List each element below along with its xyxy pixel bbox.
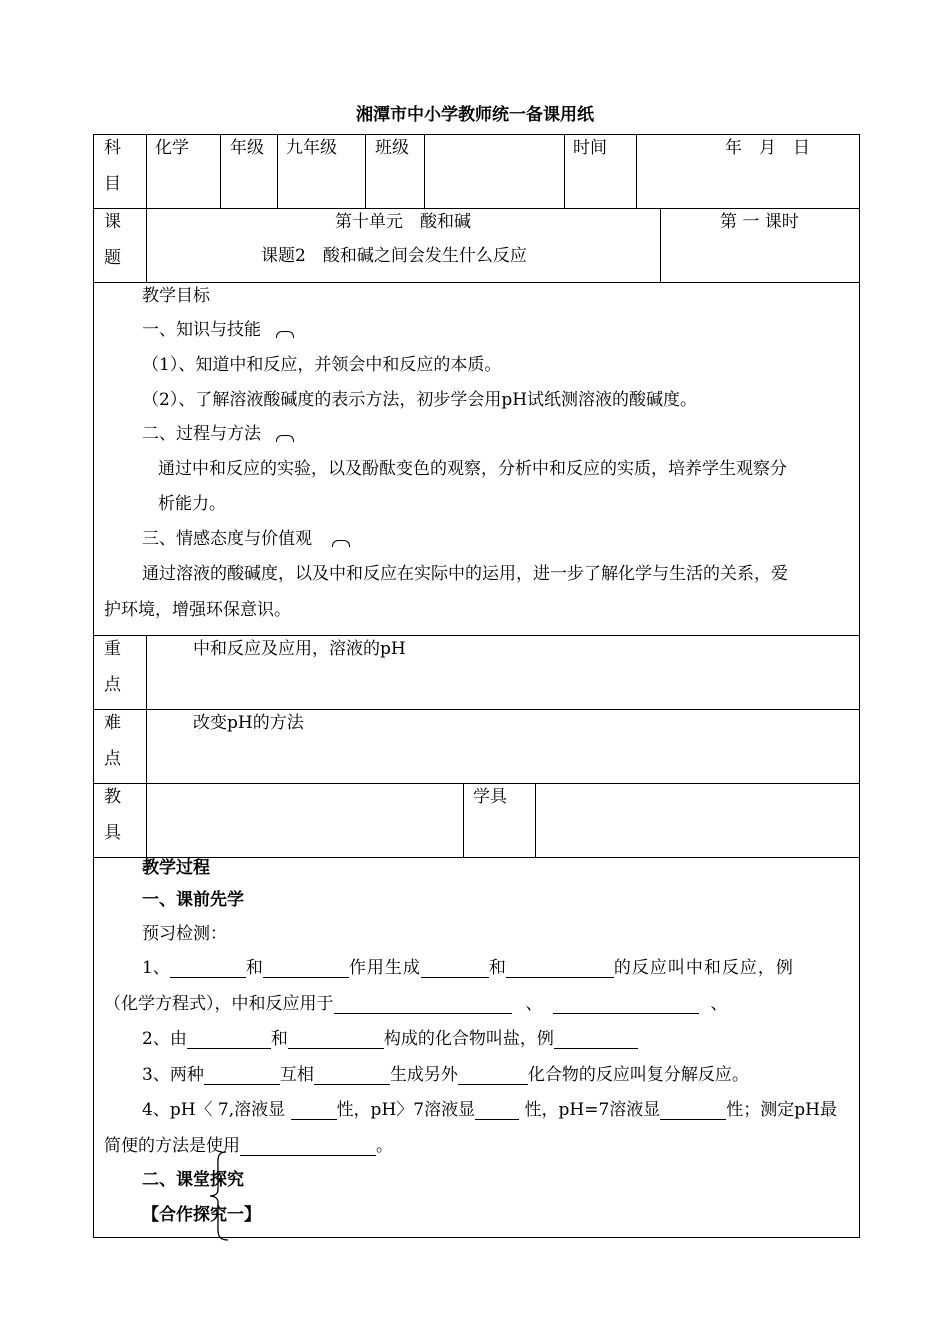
coop-heading: 【合作探究一】 bbox=[142, 1205, 261, 1225]
topic-label: 课 bbox=[104, 212, 121, 232]
difficult-label: 点 bbox=[104, 749, 121, 769]
knowledge-heading: 一、知识与技能 bbox=[142, 320, 261, 340]
subject-label: 目 bbox=[104, 174, 121, 194]
emotion-goal: 通过溶液的酸碱度，以及中和反应在实际中的运用，进一步了解化学与生活的关系，爱 bbox=[142, 564, 788, 584]
page-title: 湘潭市中小学教师统一备课用纸 bbox=[356, 105, 594, 125]
difficult-value: 改变pH的方法 bbox=[193, 713, 304, 733]
lesson-title: 课题2 酸和碱之间会发生什么反应 bbox=[261, 246, 527, 266]
class-label: 班级 bbox=[375, 138, 409, 158]
period: 第 一 课时 bbox=[720, 212, 799, 232]
question-4: 4、pH〈 7,溶液显 性，pH〉7溶液显 性，pH=7溶液显 性；测定pH最 bbox=[142, 1100, 837, 1120]
process-goal: 通过中和反应的实验，以及酚酞变色的观察，分析中和反应的实质，培养学生观察分 bbox=[158, 459, 787, 479]
question-4-cont: 简便的方法是使用 。 bbox=[104, 1136, 393, 1156]
process-heading: 教学过程 bbox=[142, 858, 210, 878]
subject-label: 科 bbox=[104, 138, 121, 158]
time-label: 时间 bbox=[573, 138, 607, 158]
question-1: 1、 和 作用生成 和 的反应叫中和反应，例 bbox=[142, 958, 794, 978]
goals-heading: 教学目标 bbox=[142, 286, 210, 306]
emotion-heading: 三、情感态度与价值观 bbox=[142, 529, 312, 549]
tools-label: 教 bbox=[104, 787, 121, 807]
question-2: 2、由 和 构成的化合物叫盐，例 bbox=[142, 1029, 638, 1049]
subject-value: 化学 bbox=[155, 138, 189, 158]
tools-label: 具 bbox=[104, 823, 121, 843]
emotion-goal: 护环境，增强环保意识。 bbox=[104, 600, 291, 620]
topic-label: 题 bbox=[104, 248, 121, 268]
grade-label: 年级 bbox=[230, 138, 264, 158]
date-value: 年 月 日 bbox=[725, 138, 810, 158]
knowledge-item: （1）、知道中和反应，并领会中和反应的本质。 bbox=[142, 355, 502, 375]
brace-mark bbox=[206, 1150, 234, 1242]
preview-label: 预习检测： bbox=[142, 924, 227, 944]
knowledge-item: （2）、了解溶液酸碱度的表示方法，初步学会用pH试纸测溶液的酸碱度。 bbox=[142, 390, 698, 410]
question-1-cont: （化学方程式），中和反应用于 、 、 bbox=[104, 994, 728, 1014]
key-label: 点 bbox=[104, 675, 121, 695]
question-3: 3、两种 互相 生成另外 化合物的反应叫复分解反应。 bbox=[142, 1065, 749, 1085]
class-study-heading: 二、课堂探究 bbox=[142, 1170, 244, 1190]
key-value: 中和反应及应用，溶液的pH bbox=[193, 639, 406, 659]
unit-title: 第十单元 酸和碱 bbox=[335, 212, 471, 232]
difficult-label: 难 bbox=[104, 713, 121, 733]
key-label: 重 bbox=[104, 639, 121, 659]
grade-value: 九年级 bbox=[286, 138, 337, 158]
student-tools-label: 学具 bbox=[473, 787, 507, 807]
process-goal: 析能力。 bbox=[158, 494, 226, 514]
pre-study-heading: 一、课前先学 bbox=[142, 890, 244, 910]
process-heading: 二、过程与方法 bbox=[142, 424, 261, 444]
